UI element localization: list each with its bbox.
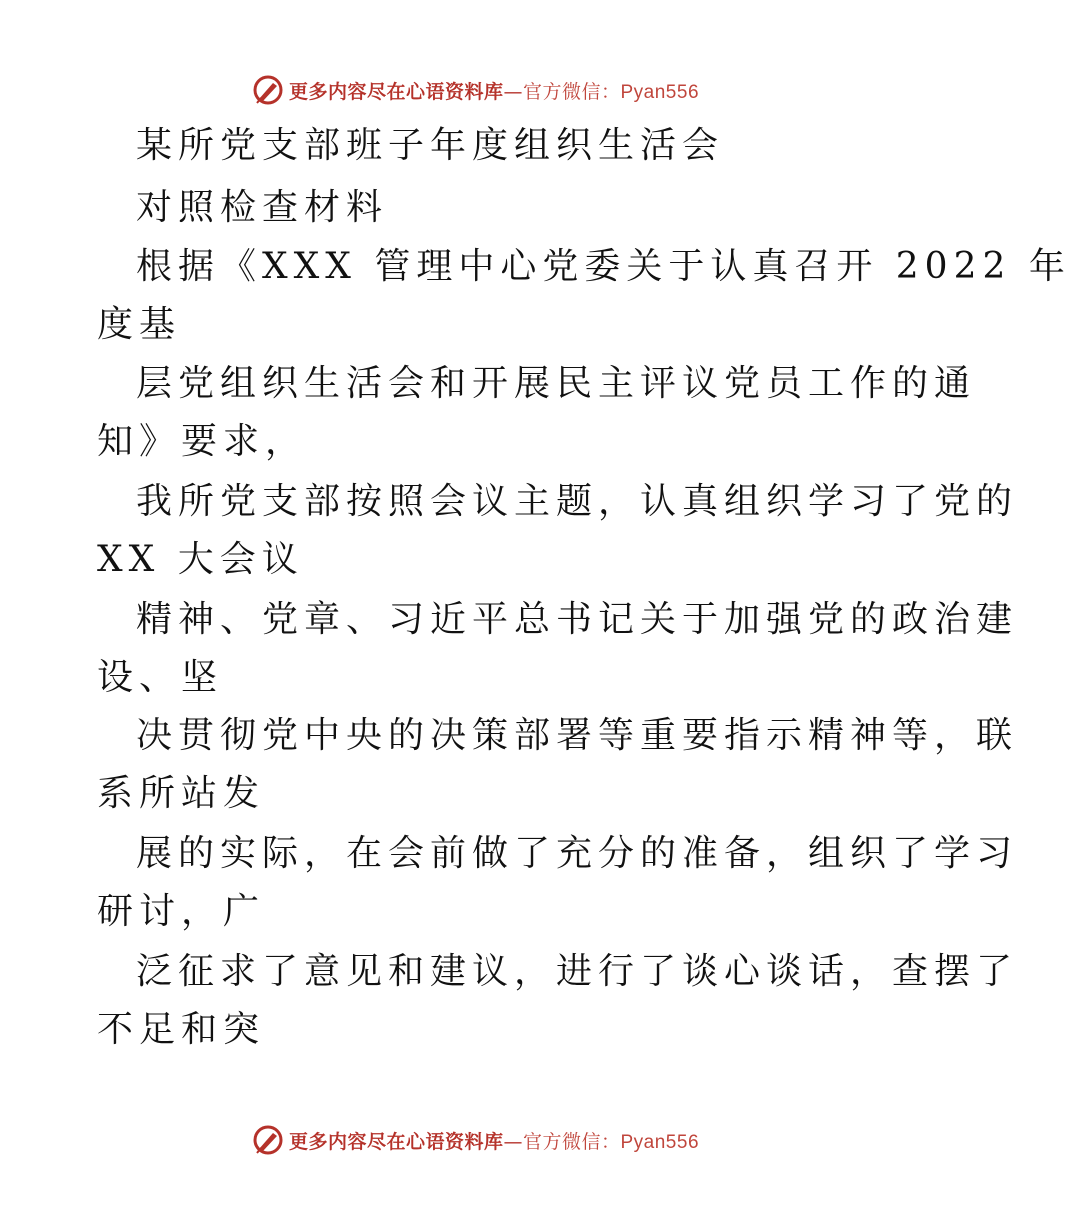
- doc-line-8: XX 大会议: [97, 539, 304, 580]
- banner-sub-text: 官方微信：: [522, 80, 621, 103]
- doc-title-line-1: 某所党支部班子年度组织生活会: [136, 125, 725, 166]
- doc-line-15: 泛征求了意见和建议，进行了谈心谈话，查摆了: [136, 951, 1019, 992]
- pen-logo-icon: [251, 73, 285, 107]
- banner-wechat-id: Pyan556: [620, 81, 700, 103]
- doc-line-6: 知》要求，: [97, 421, 308, 462]
- doc-line-16: 不足和突: [97, 1009, 266, 1050]
- banner-sub-text: 官方微信：: [522, 1130, 621, 1153]
- doc-line-9: 精神、党章、习近平总书记关于加强党的政治建: [136, 599, 1019, 640]
- doc-line-4: 度基: [97, 304, 182, 345]
- footer-banner: [0, 1120, 950, 1160]
- doc-line-12: 系所站发: [97, 773, 266, 814]
- doc-line-11: 决贯彻党中央的决策部署等重要指示精神等，联: [136, 715, 1019, 756]
- banner-main-text: 更多内容尽在心语资料库: [288, 80, 504, 103]
- pen-logo-icon: [251, 1123, 285, 1157]
- doc-line-13: 展的实际，在会前做了充分的准备，组织了学习: [136, 833, 1019, 874]
- header-banner: [0, 70, 950, 110]
- doc-line-3: 根据《XXX 管理中心党委关于认真召开 2022 年: [136, 246, 1071, 287]
- doc-title-line-2: 对照检查材料: [136, 187, 389, 228]
- banner-wechat-id: Pyan556: [620, 1131, 700, 1153]
- doc-line-10: 设、坚: [97, 657, 224, 698]
- doc-line-5: 层党组织生活会和开展民主评议党员工作的通: [136, 363, 977, 404]
- banner-main-text: 更多内容尽在心语资料库: [288, 1130, 504, 1153]
- banner-dash: —: [503, 1130, 523, 1153]
- banner-dash: —: [503, 80, 523, 103]
- doc-line-14: 研讨，广: [97, 891, 266, 932]
- doc-line-7: 我所党支部按照会议主题，认真组织学习了党的: [136, 481, 1019, 522]
